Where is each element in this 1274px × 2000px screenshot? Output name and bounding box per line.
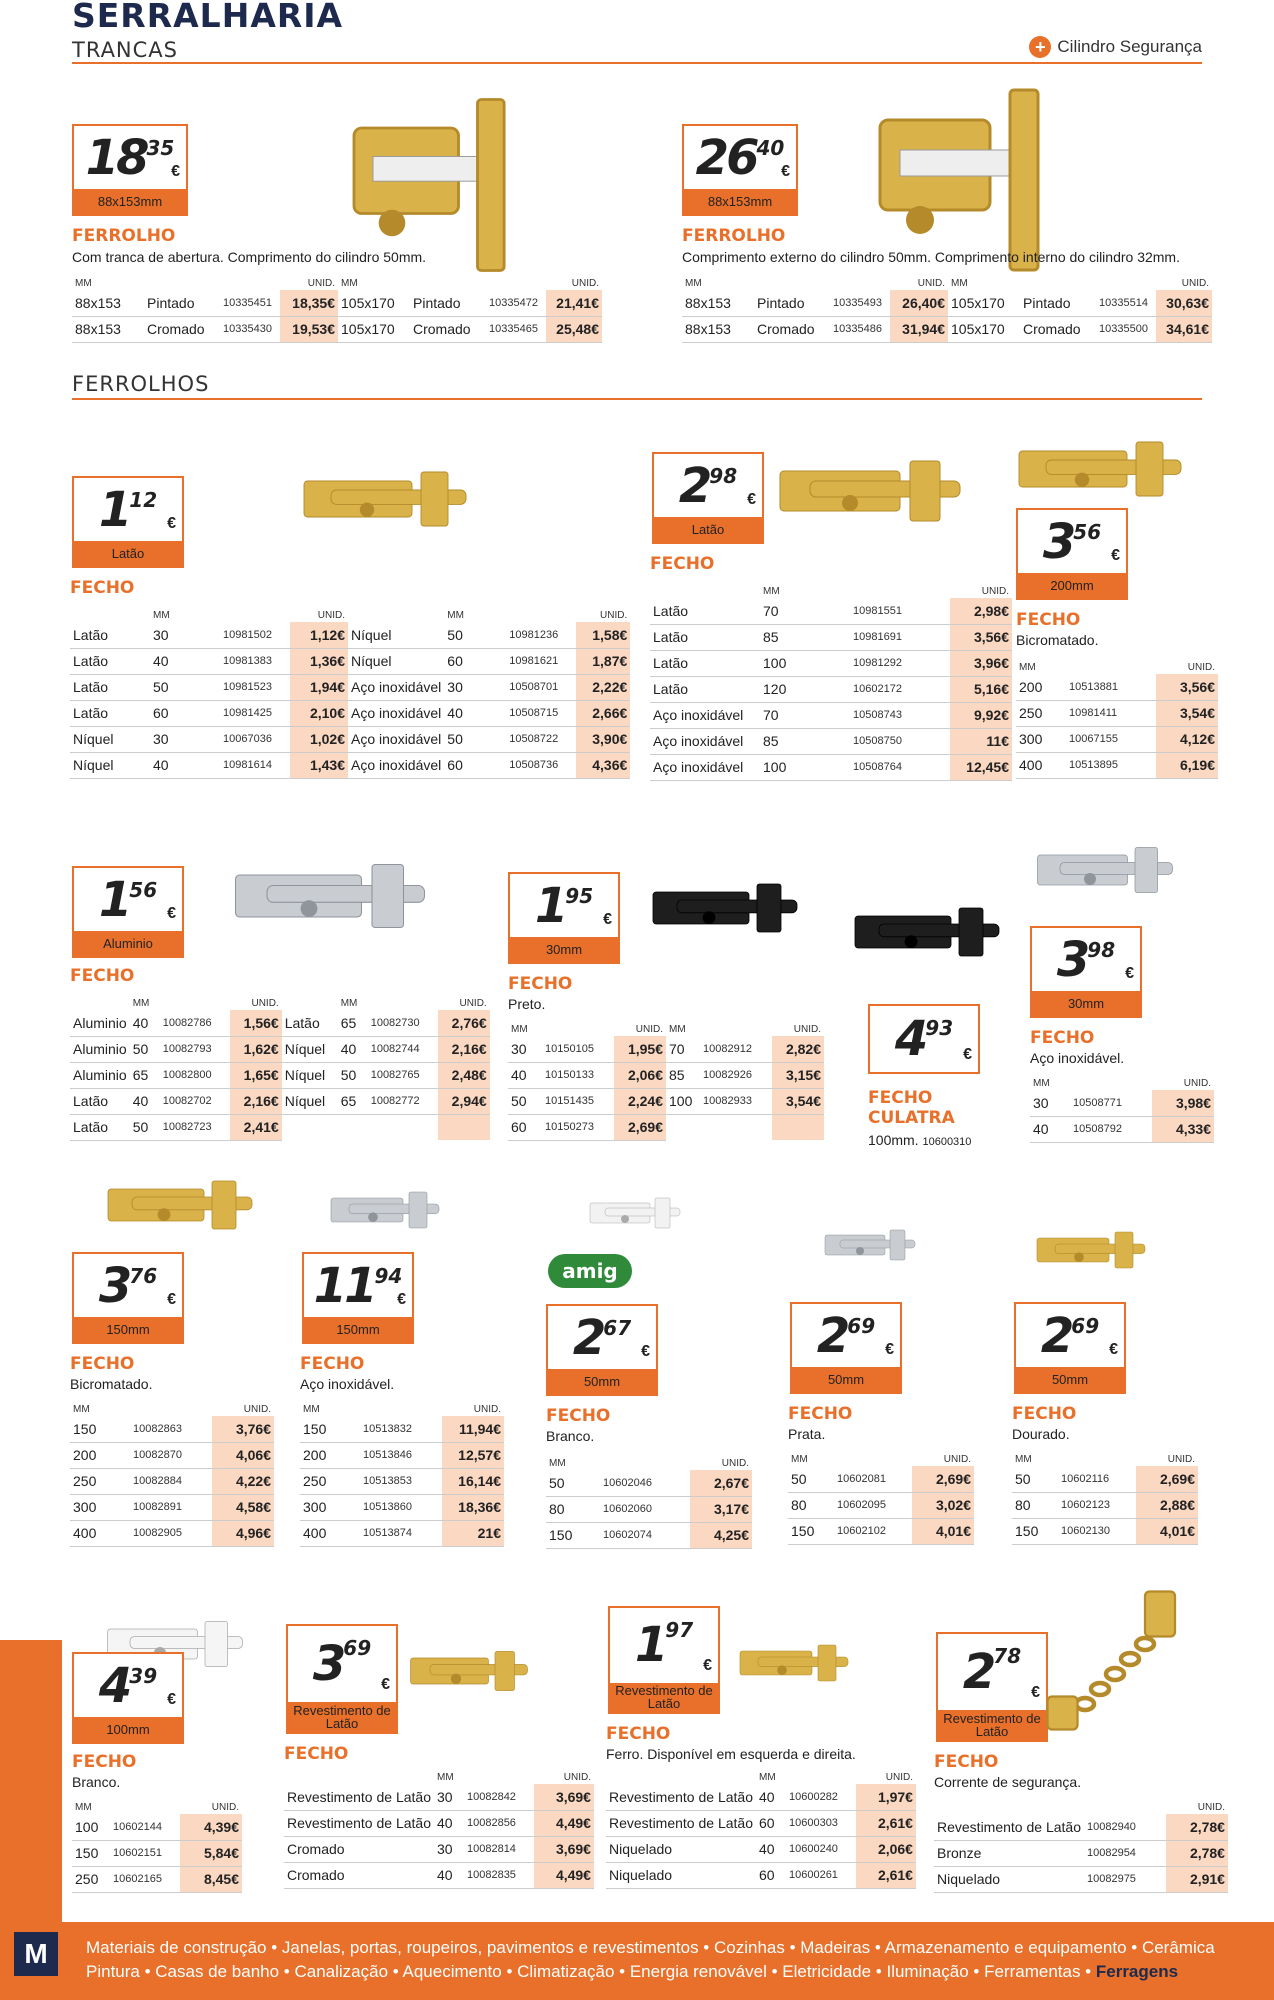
- price-tag-size: 50mm: [827, 1371, 865, 1387]
- price-integer: 2: [962, 1644, 994, 1701]
- table-row: Revestimento de Latão 40 10082856 4,49€: [284, 1810, 594, 1836]
- product-title: FECHO: [1012, 1404, 1077, 1424]
- price-integer: 1: [98, 871, 130, 928]
- product-description: Bicromatado.: [1016, 632, 1099, 648]
- table-row: 50 10151435 2,24€ 100 10082933 3,54€: [508, 1088, 824, 1114]
- table-row: Aço inoxidável 85 10508750 11€: [650, 728, 1012, 754]
- table-row: 60 10150273 2,69€: [508, 1114, 824, 1140]
- product-title: FECHO: [508, 974, 573, 994]
- price-tag-size: Revestimento de Latão: [943, 1710, 1041, 1740]
- side-tab-label: FERRAGENS: [18, 1668, 38, 1780]
- price-tag-size: 100mm: [106, 1721, 150, 1737]
- table-row: Latão 40 10981383 1,36€ Níquel 60 10981621 1,87€: [70, 648, 630, 674]
- price-tag: [1030, 926, 1142, 1018]
- table-row: Niquelado 40 10600240 2,06€: [606, 1836, 916, 1862]
- euro-symbol: €: [171, 163, 180, 181]
- table-row: Niquelado 60 10600261 2,61€: [606, 1862, 916, 1888]
- latch-image: [790, 1220, 950, 1270]
- table-row: Níquel 30 10067036 1,02€ Aço inoxidável 50 10508722 3,90€: [70, 726, 630, 752]
- price-integer: 1: [634, 1617, 666, 1674]
- price-table: MM UNID. MM UNID. Aluminio 40 10082786 1,56€ Latão 65 10082730 2,76€ Aluminio 50 10082793 1,62€ Níquel 40 10082744 2,16€ Aluminio 65 10082800 1,65€ Níquel 50 10082765 2,48€ Latão 40 10082702 2,16€ Níquel 65 10082772 2,94€ Latão 50 10082723 2,41€: [70, 996, 490, 1141]
- price-tag-size: 150mm: [336, 1321, 380, 1337]
- price-table: MM UNID. 50 10602046 2,67€ 80 10602060 3,17€ 150 10602074 4,25€: [546, 1456, 752, 1549]
- product-title: FECHO: [70, 966, 135, 986]
- brand-badge: amig: [548, 1254, 632, 1288]
- latch-image: [100, 1160, 260, 1250]
- latch-image: [225, 836, 435, 956]
- table-row: 150 10602102 4,01€: [788, 1518, 974, 1544]
- price-tag-size: Revestimento de Latão: [615, 1682, 713, 1712]
- table-row: Cromado 30 10082814 3,69€: [284, 1836, 594, 1862]
- product-description: Corrente de segurança.: [934, 1774, 1082, 1790]
- latch-image: [645, 848, 805, 968]
- price-table: UNID. Revestimento de Latão 10082940 2,78€ Bronze 10082954 2,78€ Niquelado 10082975 2,91€: [934, 1800, 1228, 1893]
- table-row: 150 10513832 11,94€: [300, 1416, 504, 1442]
- table-row: 80 10602060 3,17€: [546, 1496, 752, 1522]
- product-title: FECHO: [650, 554, 715, 574]
- price-integer: 18: [85, 129, 147, 186]
- price-decimal: 95: [565, 884, 594, 908]
- euro-symbol: €: [963, 1046, 972, 1063]
- table-row: Latão 100 10981292 3,96€: [650, 650, 1012, 676]
- price-integer: 3: [312, 1636, 344, 1693]
- euro-symbol: €: [381, 1676, 390, 1694]
- product-description: Branco.: [546, 1428, 595, 1444]
- price-table: MM UNID. Latão 70 10981551 2,98€ Latão 85 10981691 3,56€ Latão 100 10981292 3,96€ Latão 120 10602172 5,16€ Aço inoxidável 70 10508743 9,92€ Aço inoxidável 85 10508750 11€ Aço inoxidável 100 10508764 12,45€: [650, 584, 1012, 781]
- table-row: 250 10602165 8,45€: [72, 1866, 242, 1892]
- euro-symbol: €: [885, 1341, 894, 1359]
- price-tag-size: 30mm: [1067, 995, 1105, 1011]
- price-tag-size: 30mm: [545, 941, 583, 957]
- price-decimal: 56: [1073, 520, 1102, 544]
- price-decimal: 98: [709, 464, 738, 488]
- table-row: 200 10513846 12,57€: [300, 1442, 504, 1468]
- table-row: 400 10513874 21€: [300, 1520, 504, 1546]
- plus-icon: +: [1029, 36, 1051, 58]
- price-tag: [652, 452, 764, 544]
- table-row: 250 10082884 4,22€: [70, 1468, 274, 1494]
- product-title: FECHO: [606, 1724, 671, 1744]
- euro-symbol: €: [1109, 1341, 1118, 1359]
- price-tag-size: Revestimento de Latão: [293, 1702, 391, 1732]
- table-row: 30 10150105 1,95€ 70 10082912 2,82€: [508, 1036, 824, 1062]
- price-decimal: 56: [129, 878, 158, 902]
- latch-image: [300, 1180, 470, 1240]
- latch-image: [1000, 424, 1200, 514]
- price-tag: [72, 1252, 184, 1344]
- price-tag: [302, 1252, 414, 1344]
- euro-symbol: €: [1111, 547, 1120, 565]
- price-integer: 2: [1040, 1307, 1072, 1364]
- product-description: Ferro. Disponível em esquerda e direita.: [606, 1746, 856, 1762]
- table-row: 50 10602046 2,67€: [546, 1470, 752, 1496]
- latch-image: [770, 426, 970, 556]
- table-row: Niquelado 10082975 2,91€: [934, 1866, 1228, 1892]
- latch-image: [295, 434, 475, 564]
- price-integer: 3: [98, 1257, 130, 1314]
- table-row: Latão 60 10981425 2,10€ Aço inoxidável 40 10508715 2,66€: [70, 700, 630, 726]
- product-description: Aço inoxidável.: [300, 1376, 395, 1392]
- price-tag-size: 200mm: [1050, 577, 1094, 593]
- product-description: Comprimento externo do cilindro 50mm. Comprimento interno do cilindro 32mm.: [682, 249, 1180, 265]
- price-decimal: 40: [756, 136, 785, 160]
- product-description: Preto.: [508, 996, 546, 1012]
- price-integer: 2: [816, 1307, 848, 1364]
- table-row: 300 10513860 18,36€: [300, 1494, 504, 1520]
- price-tag: [790, 1302, 902, 1394]
- price-decimal: 69: [343, 1636, 372, 1660]
- euro-symbol: €: [167, 515, 176, 533]
- price-tag: [1014, 1302, 1126, 1394]
- price-decimal: 12: [129, 488, 158, 512]
- section-title-trancas: TRANCAS: [72, 38, 179, 62]
- product-description: Prata.: [788, 1426, 826, 1442]
- table-row: Aluminio 50 10082793 1,62€ Níquel 40 10082744 2,16€: [70, 1036, 490, 1062]
- price-tag-size: 88x153mm: [97, 193, 163, 209]
- price-tag: [682, 124, 798, 216]
- product-title: FECHO: [284, 1744, 349, 1764]
- table-row: 88x153 Cromado 10335486 31,94€ 105x170 Cromado 10335500 34,61€: [682, 316, 1212, 342]
- price-table: MM UNID. 200 10513881 3,56€ 250 10981411 3,54€ 300 10067155 4,12€ 400 10513895 6,19€: [1016, 660, 1218, 779]
- price-decimal: 98: [1087, 938, 1116, 962]
- table-row: 80 10602123 2,88€: [1012, 1492, 1198, 1518]
- table-row: Bronze 10082954 2,78€: [934, 1840, 1228, 1866]
- euro-symbol: €: [781, 163, 790, 181]
- brand-logo: M: [14, 1932, 58, 1976]
- footer-bar: [0, 1922, 1274, 2000]
- price-decimal: 69: [847, 1314, 876, 1338]
- cilindro-seguranca-note: + Cilindro Segurança: [1029, 36, 1202, 58]
- table-row: 50 10602116 2,69€: [1012, 1466, 1198, 1492]
- price-integer: 4: [98, 1657, 130, 1714]
- table-row: 50 10602081 2,69€: [788, 1466, 974, 1492]
- product-title: FECHO CULATRA: [868, 1088, 955, 1128]
- table-row: Revestimento de Latão 30 10082842 3,69€: [284, 1784, 594, 1810]
- price-tag-size: 50mm: [583, 1373, 621, 1389]
- page-title: SERRALHARIA: [72, 0, 344, 35]
- table-row: 150 10602130 4,01€: [1012, 1518, 1198, 1544]
- price-integer: 4: [894, 1011, 926, 1067]
- price-table: MM UNID. 50 10602081 2,69€ 80 10602095 3,02€ 150 10602102 4,01€: [788, 1452, 974, 1545]
- table-row: 30 10508771 3,98€: [1030, 1090, 1214, 1116]
- price-tag-size: 50mm: [1051, 1371, 1089, 1387]
- price-tag: [72, 1652, 184, 1744]
- footer-line-1: Materiais de construção • Janelas, portas, roupeiros, pavimentos e revestimentos • Cozinhas • Madeiras • Armazenamento e equipamento • Cerâmica: [86, 1938, 1215, 1957]
- table-row: Latão 85 10981691 3,56€: [650, 624, 1012, 650]
- product-description: Com tranca de abertura. Comprimento do cilindro 50mm.: [72, 249, 427, 265]
- price-tag: [1016, 508, 1128, 600]
- divider: [72, 62, 1202, 64]
- price-tag: [546, 1304, 658, 1396]
- euro-symbol: €: [703, 1656, 712, 1674]
- table-row: 200 10513881 3,56€: [1016, 674, 1218, 700]
- euro-symbol: €: [167, 1691, 176, 1709]
- euro-symbol: €: [1125, 965, 1134, 983]
- price-table: MM UNID. MM UNID. 88x153 Pintado 10335451 18,35€ 105x170 Pintado 10335472 21,41€ 88x153 Cromado 10335430 19,53€ 105x170 Cromado 10335465 25,48€: [72, 276, 602, 343]
- price-decimal: 94: [374, 1264, 403, 1288]
- product-description: Dourado.: [1012, 1426, 1070, 1442]
- table-row: 250 10513853 16,14€: [300, 1468, 504, 1494]
- product-title: FECHO: [1016, 610, 1081, 630]
- price-integer: 11: [313, 1257, 375, 1314]
- price-table: MM UNID. Revestimento de Latão 30 10082842 3,69€ Revestimento de Latão 40 10082856 4,49€ Cromado 30 10082814 3,69€ Cromado 40 10082835 4,49€: [284, 1770, 594, 1889]
- price-table: MM UNID. 30 10508771 3,98€ 40 10508792 4,33€: [1030, 1076, 1214, 1143]
- product-title: FERROLHO: [72, 226, 176, 246]
- price-tag: [608, 1606, 720, 1714]
- table-row: 300 10067155 4,12€: [1016, 726, 1218, 752]
- product-title: FECHO: [72, 1752, 137, 1772]
- product-title: FECHO: [1030, 1028, 1095, 1048]
- price-integer: 1: [98, 481, 130, 538]
- price-decimal: 97: [665, 1618, 694, 1642]
- price-tag: [72, 476, 184, 568]
- price-table: MM UNID. Revestimento de Latão 40 10600282 1,97€ Revestimento de Latão 60 10600303 2,61€ Niquelado 40 10600240 2,06€ Niquelado 60 10600261 2,61€: [606, 1770, 916, 1889]
- price-decimal: 76: [129, 1264, 158, 1288]
- table-row: 40 10508792 4,33€: [1030, 1116, 1214, 1142]
- table-row: Aço inoxidável 100 10508764 12,45€: [650, 754, 1012, 780]
- price-integer: 2: [678, 457, 710, 514]
- price-tag-size: Latão: [691, 521, 725, 537]
- chain-image: [1040, 1584, 1190, 1734]
- footer-line-2: Pintura • Casas de banho • Canalização • Aquecimento • Climatização • Energia renovável • Eletricidade • Iluminação • Ferramentas • Ferragens: [86, 1962, 1179, 1981]
- product-description: Branco.: [72, 1774, 121, 1790]
- euro-symbol: €: [747, 491, 756, 509]
- price-tag: [936, 1632, 1048, 1742]
- price-tag: [72, 124, 188, 216]
- price-table: MM UNID. MM UNID. 30 10150105 1,95€ 70 10082912 2,82€ 40 10150133 2,06€ 85 10082926 3,15€ 50 10151435 2,24€ 100 10082933 3,54€ 60 10150273 2,69€: [508, 1022, 824, 1141]
- table-row: 80 10602095 3,02€: [788, 1492, 974, 1518]
- table-row: Latão 50 10981523 1,94€ Aço inoxidável 30 10508701 2,22€: [70, 674, 630, 700]
- table-row: Revestimento de Latão 40 10600282 1,97€: [606, 1784, 916, 1810]
- table-row: 300 10082891 4,58€: [70, 1494, 274, 1520]
- table-row: 250 10981411 3,54€: [1016, 700, 1218, 726]
- euro-symbol: €: [1031, 1684, 1040, 1702]
- product-title: FERROLHO: [682, 226, 786, 246]
- table-row: Níquel 40 10981614 1,43€ Aço inoxidável 60 10508736 4,36€: [70, 752, 630, 778]
- price-table: MM UNID. MM UNID. Latão 30 10981502 1,12€ Níquel 50 10981236 1,58€ Latão 40 10981383 1,36€ Níquel 60 10981621 1,87€ Latão 50 10981523 1,94€ Aço inoxidável 30 10508701 2,22€ Latão 60 10981425 2,10€ Aço inoxidável 40 10508715 2,66€ Níquel 30 10067036 1,02€ Aço inoxidável 50 10508722 3,90€ Níquel 40 10981614 1,43€ Aço inoxidável 60 10508736 4,36€: [70, 608, 630, 779]
- divider: [72, 398, 1202, 400]
- price-decimal: 93: [925, 1016, 954, 1040]
- section-title-ferrolhos: FERROLHOS: [72, 372, 210, 396]
- table-row: Latão 70 10981551 2,98€: [650, 598, 1012, 624]
- table-row: Revestimento de Latão 10082940 2,78€: [934, 1814, 1228, 1840]
- price-table: MM UNID. 50 10602116 2,69€ 80 10602123 2,88€ 150 10602130 4,01€: [1012, 1452, 1198, 1545]
- euro-symbol: €: [167, 905, 176, 923]
- euro-symbol: €: [603, 911, 612, 929]
- table-row: Aluminio 40 10082786 1,56€ Latão 65 10082730 2,76€: [70, 1010, 490, 1036]
- price-table: MM UNID. 100 10602144 4,39€ 150 10602151 5,84€ 250 10602165 8,45€: [72, 1800, 242, 1893]
- price-decimal: 69: [1071, 1314, 1100, 1338]
- euro-symbol: €: [397, 1291, 406, 1309]
- table-row: Latão 30 10981502 1,12€ Níquel 50 10981236 1,58€: [70, 622, 630, 648]
- table-row: 400 10082905 4,96€: [70, 1520, 274, 1546]
- price-integer: 2: [572, 1309, 604, 1366]
- product-title: FECHO: [70, 1354, 135, 1374]
- table-row: 400 10513895 6,19€: [1016, 752, 1218, 778]
- latch-image: [404, 1616, 534, 1726]
- table-row: 150 10082863 3,76€: [70, 1416, 274, 1442]
- latch-image: [560, 1188, 710, 1238]
- product-title: FECHO: [546, 1406, 611, 1426]
- price-tag: [286, 1624, 398, 1734]
- latch-image: [842, 892, 1012, 972]
- price-integer: 1: [534, 877, 566, 934]
- product-title: FECHO: [788, 1404, 853, 1424]
- product-description: Bicromatado.: [70, 1376, 153, 1392]
- product-description: 100mm. 10600310: [868, 1132, 972, 1148]
- price-integer: 3: [1056, 931, 1088, 988]
- price-table: MM UNID. MM UNID. 88x153 Pintado 10335493 26,40€ 105x170 Pintado 10335514 30,63€ 88x153 Cromado 10335486 31,94€ 105x170 Cromado 10335500 34,61€: [682, 276, 1212, 343]
- price-tag: [508, 872, 620, 964]
- price-decimal: 78: [993, 1644, 1022, 1668]
- table-row: 88x153 Pintado 10335493 26,40€ 105x170 Pintado 10335514 30,63€: [682, 290, 1212, 316]
- table-row: 150 10602151 5,84€: [72, 1840, 242, 1866]
- product-title: FECHO: [934, 1752, 999, 1772]
- price-tag: [72, 866, 184, 958]
- table-row: Cromado 40 10082835 4,49€: [284, 1862, 594, 1888]
- price-tag-size: 150mm: [106, 1321, 150, 1337]
- price-table: MM UNID. 150 10513832 11,94€ 200 10513846 12,57€ 250 10513853 16,14€ 300 10513860 18,36€ 400 10513874 21€: [300, 1402, 504, 1547]
- price-integer: 3: [1042, 513, 1074, 570]
- latch-image: [1016, 1220, 1166, 1280]
- table-row: Latão 40 10082702 2,16€ Níquel 65 10082772 2,94€: [70, 1088, 490, 1114]
- product-title: FECHO: [70, 578, 135, 598]
- price-tag-size: Aluminio: [103, 935, 153, 951]
- table-row: 150 10602074 4,25€: [546, 1522, 752, 1548]
- price-tag-size: Latão: [111, 545, 145, 561]
- price-integer: 26: [695, 129, 757, 186]
- table-row: Latão 120 10602172 5,16€: [650, 676, 1012, 702]
- product-description: Aço inoxidável.: [1030, 1050, 1125, 1066]
- table-row: Aluminio 65 10082800 1,65€ Níquel 50 10082765 2,48€: [70, 1062, 490, 1088]
- latch-image: [1030, 820, 1180, 920]
- price-tag: [868, 1004, 980, 1074]
- table-row: 200 10082870 4,06€: [70, 1442, 274, 1468]
- price-decimal: 39: [129, 1664, 158, 1688]
- product-title: FECHO: [300, 1354, 365, 1374]
- price-decimal: 67: [603, 1316, 632, 1340]
- table-row: 40 10150133 2,06€ 85 10082926 3,15€: [508, 1062, 824, 1088]
- price-table: MM UNID. 150 10082863 3,76€ 200 10082870 4,06€ 250 10082884 4,22€ 300 10082891 4,58€ 400 10082905 4,96€: [70, 1402, 274, 1547]
- price-decimal: 35: [146, 136, 175, 160]
- latch-image: [734, 1608, 854, 1718]
- table-row: 88x153 Pintado 10335451 18,35€ 105x170 Pintado 10335472 21,41€: [72, 290, 602, 316]
- table-row: 88x153 Cromado 10335430 19,53€ 105x170 Cromado 10335465 25,48€: [72, 316, 602, 342]
- price-tag-size: 88x153mm: [707, 193, 773, 209]
- table-row: Latão 50 10082723 2,41€: [70, 1114, 490, 1140]
- table-row: Revestimento de Latão 60 10600303 2,61€: [606, 1810, 916, 1836]
- euro-symbol: €: [641, 1343, 650, 1361]
- euro-symbol: €: [167, 1291, 176, 1309]
- table-row: 100 10602144 4,39€: [72, 1814, 242, 1840]
- table-row: Aço inoxidável 70 10508743 9,92€: [650, 702, 1012, 728]
